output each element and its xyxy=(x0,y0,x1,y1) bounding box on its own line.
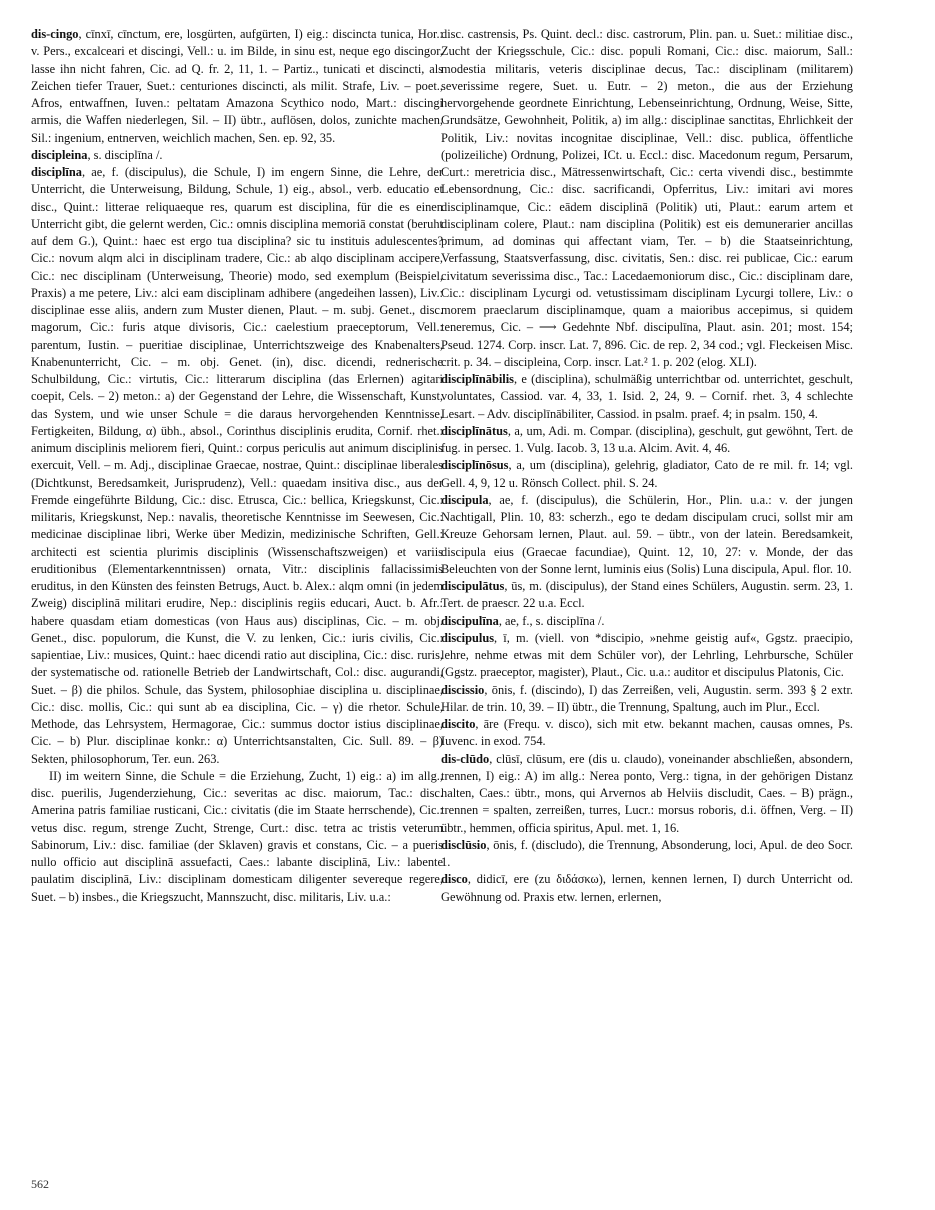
dictionary-entry xyxy=(441,716,853,751)
entry-headword: discissio xyxy=(441,682,485,697)
dictionary-entry xyxy=(31,768,443,906)
dictionary-entry xyxy=(441,837,853,872)
entry-text: , cīnxī, cīnctum, ere, losgürten, aufgürten, I) eig.: discincta tunica, Hor.: v. Pers., excalceari et discingi, Vell.: u. im Bilde, in sinu est, neque ego discingor, lasse ihn nicht fahren, Cic. ad Q. fr. 2, 11, 1. – Partiz., tunicati et discincti, als Zeichen tiefer Trauer, Suet.: centuriones discincti, als milit. Strafe, Liv. – poet., Afros, entwaffnen, Iuven.: peltatam Amazona Scythico nodo, Mart.: discingi armis, die Waffen niederlegen, Sil. – II) übtr., auflösen, dolos, zunichte machen, Sil.: ingenium, entnerven, weichlich machen, Sen. ep. 92, 35. xyxy=(31,27,443,145)
entry-headword: discipulus xyxy=(441,630,495,645)
entry-headword: dis-clūdo xyxy=(441,751,490,766)
entry-text: , s. disciplīna /. xyxy=(87,147,163,162)
dictionary-entry xyxy=(441,26,853,371)
entry-text: , ae, f. (discipulus), die Schule, I) im engern Sinne, die Lehre, der Unterricht, die Unterweisung, Bildung, Schule, 1) eig., absol., verb. educatio et disc., Quint.: litterae reliquaeque res, quarum est disciplina, für die es einen Unterricht gibt, die gelernt werden, Cic.: omnis disciplina memoriā constat (beruht auf dem G.), Quint.: haec est ergo tua disciplina? sic tu instituis adulescentes? Cic.: novum alqm alci in disciplinam tradere, Cic.: ab alqo disciplinam accipere, Cic.: nec disciplinam (Unterweisung, Theorie) modo, sed exemplum (Beispiel, Praxis) a me petere, Liv.: alci eam disciplinam adhibere (angedeihen lassen), Liv.: disciplinae esse aliis, andern zum Muster dienen, Plaut. – m. subj. Genet., disc. magorum, Cic.: furis atque divisoris, Cic.: caelestium praeceptorum, Vell.: parentum, Iustin. – pueritiae disciplinae, Unterrichtszweige des Knabenalters, Knabenunterricht, Cic. – m. obj. Genet. (in), disc. dicendi, rednerische Schulbildung, Cic.: virtutis, Cic.: litterarum disciplina (das Erlernen) agitari coepit, Cels. – 2) meton.: a) der Gegenstand der Lehre, die Wissenschaft, Kunst, das System, und wie unser Schule = die daraus hervorgehenden Kenntnisse, Fertigkeiten, Bildung, α) übh., absol., Corinthus disciplinis erudita, Cornif. rhet.: animum disciplinis meliorem fieri, Quint.: corpus periculis aut animum disciplinis exercuit, Vell. – m. Adj., disciplinae Graecae, nostrae, Quint.: disciplinae liberales (Dichtkunst, Beredsamkeit, Jurisprudenz), Vell.: quaedam insitiva disc., aus der Fremde eingeführte Bildung, Cic.: disc. Etrusca, Cic.: bellica, Kriegskunst, Cic.: militaris, Kriegskunst, Nep.: navalis, theoretische Kenntnisse im Seewesen, Cic.: medicinae disciplinae libri, Werke über Medizin, medizinische Schriften, Gell.: architecti est scientia plurimis disciplinis (Wissenschaftszweigen) et variis eruditionibus (Elementarkenntnissen) ornata, Vitr.: disciplinis fallacissimis eruditus, in den Künsten des feinsten Betrugs, Auct. b. Alex.: alqm omni (in jedem Zweig) disciplinā militari erudire, Nep.: disciplinis regiis educari, Auct. b. Afr.: habere quasdam etiam domesticas (von Haus aus) disciplinas, Cic. – m. obj. Genet., disc. populorum, die Kunst, die V. zu lenken, Cic.: iuris civilis, Cic.: sapientiae, Liv.: musices, Quint.: haec dicendi ratio aut disciplina, Cic.: disc. ruris, der systematische od. rationelle Betrieb der Landwirtschaft, Col.: disc. augurandi, Suet. – β) die philos. Schule, das System, philosophiae disciplina u. disciplinae, Cic.: disc. mollis, Cic.: qui sunt ab ea disciplina, Cic. – γ) die rhetor. Schule, Methode, das Lehrsystem, Hermagorae, Cic.: summus doctor istius disciplinae, Cic. – b) Plur. disciplinae konkr.: α) Unterrichtsanstalten, Cic. Sull. 89. – β) Sekten, philosophorum, Ter. eun. 263. xyxy=(31,165,443,766)
left-column xyxy=(31,26,443,906)
dictionary-entry xyxy=(31,26,443,147)
entry-text: , ae, f., s. disciplīna /. xyxy=(498,613,605,628)
entry-text: , ūs, m. (discipulus), der Stand eines Schülers, Augustin. serm. 23, 1. Tert. de praescr. 22 u.a. Eccl. xyxy=(441,579,853,611)
dictionary-entry xyxy=(441,751,853,837)
entry-headword: disclūsio xyxy=(441,837,487,852)
entry-text: , didicī, ere (zu διδάσκω), lernen, kennen lernen, I) durch Unterricht od. Gewöhnung od. Praxis etw. lernen, erlernen, xyxy=(441,872,853,904)
entry-headword: disco xyxy=(441,872,468,887)
entry-text: , e (disciplina), schulmäßig unterrichtbar od. unterrichtet, geschult, voluntates, Cassiod. var. 4, 33, 1. Isid. 2, 24, 9. – Cornif. rhet. 3, 4 schlechte Lesart. – Adv. disciplīnābiliter, Cassiod. in psalm. praef. 4; in psalm. 150, 4. xyxy=(441,372,853,421)
right-column xyxy=(441,26,853,906)
entry-headword: discito xyxy=(441,717,476,731)
dictionary-entry xyxy=(31,147,443,164)
dictionary-entry xyxy=(441,371,853,423)
dictionary-entry xyxy=(441,871,853,906)
entry-headword: discipulātus xyxy=(441,579,505,593)
page-number: 562 xyxy=(31,1177,49,1191)
entry-text: , ae, f. (discipulus), die Schülerin, Hor., Plin. u.a.: v. der jungen Nachtigall, Plin. 10, 83: scherzh., ego te dedam discipulam cruci, sollst mir am Kreuze Gehorsam lernen, Plaut. aul. 59. – übtr., von der latein. Beredsamkeit, discipula eius (Graecae facundiae), Quint. 12, 10, 27: v. Monde, der das Beleuchten von der Sonne lernt, luminis eius (Solis) Luna discipula, Apul. flor. 10. xyxy=(441,492,853,576)
entry-text: , ī, m. (viell. von *discipio, »nehme geistig auf«, Ggstz. praecipio, lehre, nehme etwas mit dem Schüler vor), der Lehrling, Lehrbursche, Schüler (Ggstz. praeceptor, magister), Plaut., Cic. u.a.: auditor et discipulus Platonis, Cic. xyxy=(441,630,853,680)
dictionary-entry xyxy=(441,682,853,717)
dictionary-entry xyxy=(441,630,853,682)
entry-headword: discipula xyxy=(441,492,489,507)
dictionary-entry xyxy=(441,423,853,458)
entry-text: , ōnis, f. (discludo), die Trennung, Absonderung, loci, Apul. de deo Socr. 1. xyxy=(441,837,853,869)
entry-text: II) im weitern Sinne, die Schule = die Erziehung, Zucht, 1) eig.: a) im allg., disc. puerilis, Jugenderziehung, Cic.: severitas ac disc. maiorum, Tac.: disc. Amerina patris familiae rusticani, Cic.: civitatis (die im Staate herrschende), Cic.: vetus disc. regum, strenge Zucht, Strenge, Curt.: disc. tetra ac tristis veterum Sabinorum, Liv.: disc. familiae (der Sklaven) gravis et constans, Cic. – a pueris nullo officio aut disciplinā assuefacti, Caes.: labante disciplinā, Liv.: labente paulatim disciplinā, Liv.: disciplinam domesticam diligenter severeque regere, Suet. – b) insbes., die Kriegszucht, Mannszucht, disc. militaris, Liv. u.a.: xyxy=(31,768,443,904)
entry-text: , clūsī, clūsum, ere (dis u. claudo), voneinander abschließen, absondern, trennen, I) eig.: A) im allg.: Nerea ponto, Verg.: tigna, in der gehörigen Distanz halten, Caes.: übtr., mons, qui Arvernos ab Helviis discludit, Caes. – B) prägn., trennen = spalten, zerreißen, turres, Lucr.: morsus roboris, d.i. öffnen, Verg. – II) übtr., hemmen, officia spiritus, Apul. met. 1, 16. xyxy=(441,751,853,835)
entry-text: disc. castrensis, Ps. Quint. decl.: disc. castrorum, Plin. pan. u. Suet.: militiae disc., Zucht der Kriegsschule, Cic.: disc. populi Romani, Cic.: disc. maiorum, Sall.: modestia militaris, veteris disciplinae decus, Tac.: disciplinam (militarem) severissime regere, Suet. u. Eutr. – 2) meton., die aus der Erziehung hervorgehende geordnete Einrichtung, Lebenseinrichtung, Ordnung, Weise, Sitte, Grundsätze, Gewohnheit, Politik, a) im allg.: disciplinae sanctitas, Ehrlichkeit der Politik, Liv.: novitas incognitae disciplinae, Vell.: disc. publica, öffentliche (polizeiliche) Ordnung, Polizei, ICt. u. Eccl.: disc. Macedonum regum, Persarum, Curt.: meretricia disc., Mätressenwirtschaft, Cic.: certa vivendi disc., bestimmte Lebensordnung, Cic.: disc. sacrificandi, Opferritus, Liv.: imitari avi mores disciplinamque, Cic.: eādem disciplinā (Politik) uti, Plaut.: earum artem et disciplinam colere, Plaut.: nam disciplina (Politik) est eis demunerarier ancillas primum, ad dominas qui affectant viam, Ter. – b) die Staatseinrichtung, Verfassung, Staatsverfassung, disc. civitatis, Sen.: disc. rei publicae, Cic.: earum civitatum severissima disc., Tac.: Lacedaemoniorum disc., Cic.: disciplinam dare, Cic.: disciplinam Lycurgi od. vetustissimam disciplinam Lycurgi tollere, Liv.: o morem praeclarum disciplinamque, quam a maioribus accepimus, si quidem teneremus, Cic. – ⟶ Gedehnte Nbf. discipulīna, Plaut. asin. 201; most. 154; Pseud. 1274. Corp. inscr. Lat. 7, 896. Cic. de rep. 2, 34 cod.; vgl. Fleckeisen Misc. crit. p. 34. – discipleina, Corp. inscr. Lat.² 1. p. 202 (elog. XLI). xyxy=(441,27,853,369)
entry-headword: dis-cingo xyxy=(31,27,79,41)
entry-headword: disciplīnātus xyxy=(441,423,508,438)
dictionary-entry xyxy=(31,164,443,768)
entry-text: , ōnis, f. (discindo), I) das Zerreißen, veli, Augustin. serm. 393 § 2 extr. Hilar. de trin. 10, 39. – II) übtr., die Trennung, Spaltung, auch im Plur., Eccl. xyxy=(441,682,853,714)
entry-headword: disciplīnōsus xyxy=(441,458,509,473)
entry-headword: discipleina xyxy=(31,147,88,162)
entry-text: , a, um (disciplina), gelehrig, gladiator, Cato de re mil. fr. 14; vgl. Gell. 4, 9, 12 u. Rönsch Collect. phil. S. 24. xyxy=(441,458,853,490)
entry-text: , āre (Frequ. v. disco), sich mit etw. bekannt machen, causas omnes, Ps. Iuvenc. in exod. 754. xyxy=(441,717,853,749)
dictionary-entry xyxy=(441,492,853,578)
entry-headword: discipulīna xyxy=(441,613,499,628)
dictionary-entry xyxy=(441,457,853,492)
dictionary-entry xyxy=(441,613,853,630)
entry-headword: disciplīna xyxy=(31,165,82,179)
dictionary-entry xyxy=(441,578,853,613)
entry-headword: disciplīnābilis xyxy=(441,372,515,386)
entry-text: , a, um, Adi. m. Compar. (disciplina), geschult, gut gewöhnt, Tert. de fug. in persec. 1. Vulg. Iacob. 3, 13 u.a. Alcim. Avit. 4, 46. xyxy=(441,423,853,455)
